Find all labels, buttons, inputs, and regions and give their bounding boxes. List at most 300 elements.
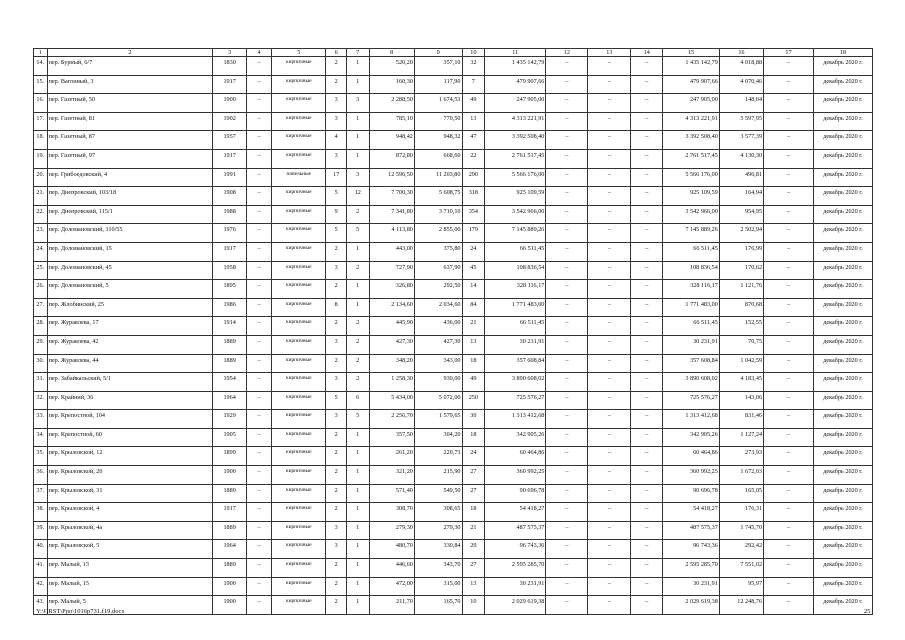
table-cell: 2 — [326, 466, 346, 485]
table-cell: – — [631, 596, 663, 615]
column-header: 5 — [272, 49, 326, 57]
table-cell: 328 116,17 — [485, 280, 546, 299]
table-cell: – — [764, 428, 814, 447]
table-cell: декабрь 2020 г. — [813, 596, 872, 615]
housing-table — [33, 48, 873, 615]
table-cell: 1 — [346, 112, 369, 131]
table-cell: – — [764, 577, 814, 596]
table-cell: – — [546, 187, 588, 206]
table-cell: 148,04 — [719, 94, 763, 113]
table-cell: 2 — [346, 335, 369, 354]
table-cell: 315,00 — [414, 577, 462, 596]
table-cell: пер. Малый, 5 — [47, 596, 213, 615]
table-cell: 20. — [34, 168, 48, 187]
table-cell: 176,99 — [719, 242, 763, 261]
table-cell: декабрь 2020 г. — [813, 410, 872, 429]
table-cell: 1 — [346, 447, 369, 466]
table-cell: 32. — [34, 391, 48, 410]
table-cell: – — [247, 131, 272, 150]
table-cell: 360 992,25 — [663, 466, 720, 485]
table-cell: 1 579,65 — [414, 410, 462, 429]
table-cell: 18 — [462, 503, 485, 522]
table-row — [34, 187, 873, 206]
table-cell: кирпичные — [272, 75, 326, 94]
table-cell: пер. Доломановский, 110/55 — [47, 224, 213, 243]
table-cell: – — [588, 373, 631, 392]
table-cell: 3 — [326, 149, 346, 168]
column-header: 16 — [719, 49, 763, 57]
table-cell: 1908 — [213, 187, 247, 206]
table-cell: пер. Газетный, 50 — [47, 94, 213, 113]
table-cell: – — [764, 335, 814, 354]
table-cell: 33. — [34, 410, 48, 429]
table-cell: 2 855,00 — [414, 224, 462, 243]
table-cell: 247 905,00 — [663, 94, 720, 113]
table-cell: – — [764, 354, 814, 373]
table-cell: – — [546, 317, 588, 336]
table-cell: 54 418,27 — [663, 503, 720, 522]
table-cell: 3 — [346, 168, 369, 187]
table-cell: 215,90 — [414, 466, 462, 485]
table-cell: 1 121,76 — [719, 280, 763, 299]
table-cell: – — [631, 187, 663, 206]
table-cell: – — [764, 205, 814, 224]
table-cell: 5 597,95 — [719, 112, 763, 131]
table-cell: 479 907,66 — [663, 75, 720, 94]
table-cell: пер. Крайний, 36 — [47, 391, 213, 410]
table-cell: 24. — [34, 242, 48, 261]
table-cell: декабрь 2020 г. — [813, 503, 872, 522]
table-cell: – — [631, 205, 663, 224]
table-cell: 3 — [326, 335, 346, 354]
table-cell: – — [247, 242, 272, 261]
table-cell: 30 — [462, 410, 485, 429]
table-cell: 117,90 — [414, 75, 462, 94]
table-cell: 5 566 176,00 — [663, 168, 720, 187]
table-cell: 1976 — [213, 224, 247, 243]
column-header: 13 — [588, 49, 631, 57]
table-cell: – — [546, 466, 588, 485]
table-cell: 1964 — [213, 391, 247, 410]
table-cell: – — [247, 205, 272, 224]
table-cell: – — [631, 94, 663, 113]
table-cell: 60 464,86 — [663, 447, 720, 466]
table-cell: 1917 — [213, 75, 247, 94]
table-cell: – — [546, 521, 588, 540]
table-cell: 4 183,45 — [719, 373, 763, 392]
table-cell: кирпичные — [272, 410, 326, 429]
table-cell: – — [588, 112, 631, 131]
table-cell: 247 905,00 — [485, 94, 546, 113]
column-number-row — [34, 49, 873, 57]
table-cell: 3 542 966,00 — [485, 205, 546, 224]
table-cell: кирпичные — [272, 596, 326, 615]
table-cell: 5 — [326, 391, 346, 410]
table-cell: 5 — [346, 410, 369, 429]
table-cell: – — [631, 168, 663, 187]
table-cell: 1917 — [213, 503, 247, 522]
table-cell: – — [588, 224, 631, 243]
table-cell: 2 — [346, 205, 369, 224]
table-row — [34, 298, 873, 317]
table-row — [34, 335, 873, 354]
table-cell: – — [247, 410, 272, 429]
table-cell: – — [588, 317, 631, 336]
table-cell: 446,60 — [369, 559, 414, 578]
table-cell: кирпичные — [272, 484, 326, 503]
table-cell: – — [588, 280, 631, 299]
table-cell: – — [588, 596, 631, 615]
table-cell: декабрь 2020 г. — [813, 335, 872, 354]
table-cell: – — [631, 373, 663, 392]
table-cell: 2 — [326, 447, 346, 466]
table-cell: 3 710,10 — [414, 205, 462, 224]
table-cell: – — [588, 335, 631, 354]
table-cell: 12 248,76 — [719, 596, 763, 615]
table-cell: декабрь 2020 г. — [813, 354, 872, 373]
table-cell: – — [247, 596, 272, 615]
table-row — [34, 559, 873, 578]
table-cell: кирпичные — [272, 298, 326, 317]
table-cell: пер. Газетный, 81 — [47, 112, 213, 131]
table-cell: 273,93 — [719, 447, 763, 466]
table-cell: 1 771 483,00 — [663, 298, 720, 317]
table-cell: пер. Газетный, 97 — [47, 149, 213, 168]
column-header: 18 — [813, 49, 872, 57]
table-cell: 304,20 — [414, 428, 462, 447]
table-cell: – — [546, 540, 588, 559]
table-cell: кирпичные — [272, 335, 326, 354]
table-cell: 27. — [34, 298, 48, 317]
table-cell: 308,70 — [369, 503, 414, 522]
table-cell: 1 — [346, 131, 369, 150]
table-cell: 487 575,37 — [485, 521, 546, 540]
column-header: 12 — [546, 49, 588, 57]
column-header: 4 — [247, 49, 272, 57]
table-cell: – — [764, 410, 814, 429]
table-cell: 108 836,54 — [663, 261, 720, 280]
table-cell: 42. — [34, 577, 48, 596]
table-cell: 1889 — [213, 335, 247, 354]
table-cell: – — [764, 75, 814, 94]
table-cell: 26. — [34, 280, 48, 299]
table-cell: декабрь 2020 г. — [813, 112, 872, 131]
table-cell: 727,90 — [369, 261, 414, 280]
column-header: 15 — [663, 49, 720, 57]
table-cell: – — [588, 205, 631, 224]
table-cell: – — [546, 131, 588, 150]
table-cell: 179 — [462, 224, 485, 243]
table-cell: – — [631, 428, 663, 447]
table-cell: 443,00 — [369, 242, 414, 261]
table-cell: – — [247, 94, 272, 113]
table-cell: декабрь 2020 г. — [813, 521, 872, 540]
table-cell: 28. — [34, 317, 48, 336]
table-cell: – — [247, 447, 272, 466]
table-cell: 2 — [326, 484, 346, 503]
table-cell: 2 034,60 — [414, 298, 462, 317]
table-cell: – — [546, 428, 588, 447]
table-cell: – — [631, 57, 663, 76]
table-cell: 49 — [462, 373, 485, 392]
table-cell: 1 127,24 — [719, 428, 763, 447]
table-cell: 3 — [326, 261, 346, 280]
table-cell: пер. Днепровский, 115/1 — [47, 205, 213, 224]
table-cell: – — [588, 447, 631, 466]
table-cell: 1 771 483,00 — [485, 298, 546, 317]
table-cell: 108 836,54 — [485, 261, 546, 280]
table-cell: – — [631, 131, 663, 150]
table-cell: 1 — [346, 149, 369, 168]
table-cell: 2 256,70 — [369, 410, 414, 429]
table-cell: 22 — [462, 149, 485, 168]
table-cell: – — [764, 503, 814, 522]
table-cell: декабрь 2020 г. — [813, 373, 872, 392]
table-cell: – — [764, 391, 814, 410]
table-cell: 32 — [462, 57, 485, 76]
table-cell: 1957 — [213, 131, 247, 150]
table-cell: декабрь 2020 г. — [813, 391, 872, 410]
table-cell: 23. — [34, 224, 48, 243]
table-cell: пер. Крыловской, 31 — [47, 484, 213, 503]
table-row — [34, 280, 873, 299]
table-cell: 2 — [346, 317, 369, 336]
table-cell: кирпичные — [272, 149, 326, 168]
table-cell: – — [247, 317, 272, 336]
table-cell: – — [588, 410, 631, 429]
table-cell: – — [631, 261, 663, 280]
table-cell: пер. Днепровский, 103/18 — [47, 187, 213, 206]
table-cell: 1 — [346, 484, 369, 503]
table-cell: 47 — [462, 131, 485, 150]
table-cell: – — [247, 521, 272, 540]
table-row — [34, 428, 873, 447]
table-cell: 3 890 608,02 — [663, 373, 720, 392]
table-cell: – — [546, 57, 588, 76]
table-cell: 5 — [326, 224, 346, 243]
table-cell: 1 — [346, 298, 369, 317]
table-cell: кирпичные — [272, 131, 326, 150]
table-cell: 90 696,78 — [663, 484, 720, 503]
table-cell: декабрь 2020 г. — [813, 540, 872, 559]
table-cell: 357,10 — [414, 57, 462, 76]
table-cell: – — [588, 428, 631, 447]
table-row — [34, 484, 873, 503]
table-cell: 5 — [326, 187, 346, 206]
table-cell: – — [247, 298, 272, 317]
table-cell: 54 418,27 — [485, 503, 546, 522]
table-cell: 427,30 — [414, 335, 462, 354]
table-cell: 21 — [462, 317, 485, 336]
table-cell: – — [588, 261, 631, 280]
table-cell: – — [764, 298, 814, 317]
table-cell: 35. — [34, 447, 48, 466]
table-cell: 7 — [462, 75, 485, 94]
column-header: 14 — [631, 49, 663, 57]
table-cell: 1902 — [213, 112, 247, 131]
table-cell: 4 113,80 — [369, 224, 414, 243]
table-cell: – — [247, 373, 272, 392]
table-cell: 3 392 508,40 — [663, 131, 720, 150]
table-cell: 343,70 — [414, 559, 462, 578]
column-header: 9 — [414, 49, 462, 57]
table-cell: – — [247, 428, 272, 447]
table-cell: – — [247, 112, 272, 131]
table-cell: 4 313 221,91 — [663, 112, 720, 131]
table-cell: – — [631, 149, 663, 168]
table-row — [34, 354, 873, 373]
table-cell: 40. — [34, 540, 48, 559]
table-cell: 1 — [346, 57, 369, 76]
table-cell: – — [764, 596, 814, 615]
table-cell: – — [247, 261, 272, 280]
table-cell: 1986 — [213, 298, 247, 317]
table-cell: 328 116,17 — [663, 280, 720, 299]
table-cell: – — [247, 280, 272, 299]
table-body — [34, 57, 873, 615]
table-cell: – — [588, 298, 631, 317]
table-cell: пер. Доломановский, 5 — [47, 280, 213, 299]
table-cell: – — [764, 261, 814, 280]
table-cell: 2 — [346, 354, 369, 373]
table-cell: 211,70 — [369, 596, 414, 615]
table-cell: декабрь 2020 г. — [813, 466, 872, 485]
table-cell: 43. — [34, 596, 48, 615]
table-cell: – — [631, 112, 663, 131]
table-cell: 1 258,30 — [369, 373, 414, 392]
table-cell: 925 109,59 — [485, 187, 546, 206]
column-header: 1 — [34, 49, 48, 57]
table-cell: 95,97 — [719, 577, 763, 596]
table-cell: 5 072,00 — [414, 391, 462, 410]
table-cell: 2 502,94 — [719, 224, 763, 243]
table-cell: 13 — [462, 577, 485, 596]
table-cell: 3 — [326, 540, 346, 559]
table-cell: 472,00 — [369, 577, 414, 596]
table-cell: 1 042,59 — [719, 354, 763, 373]
table-cell: 1889 — [213, 484, 247, 503]
table-cell: кирпичные — [272, 521, 326, 540]
table-cell: 1929 — [213, 410, 247, 429]
page-number: 25 — [864, 608, 871, 615]
table-cell: 948,42 — [369, 131, 414, 150]
column-header: 10 — [462, 49, 485, 57]
table-cell: 1889 — [213, 354, 247, 373]
table-cell: 479 907,66 — [485, 75, 546, 94]
column-header: 8 — [369, 49, 414, 57]
table-row — [34, 131, 873, 150]
table-cell: – — [631, 577, 663, 596]
table-cell: кирпичные — [272, 112, 326, 131]
table-cell: 342 905,26 — [663, 428, 720, 447]
table-cell: 1 — [346, 540, 369, 559]
table-cell: 34. — [34, 428, 48, 447]
table-cell: 70,75 — [719, 335, 763, 354]
table-cell: – — [247, 466, 272, 485]
table-cell: – — [631, 335, 663, 354]
table-cell: 6 — [346, 391, 369, 410]
table-cell: – — [631, 224, 663, 243]
table-cell: – — [764, 224, 814, 243]
table-cell: кирпичные — [272, 224, 326, 243]
table-cell: – — [546, 447, 588, 466]
table-cell: декабрь 2020 г. — [813, 149, 872, 168]
table-cell: 164,94 — [719, 187, 763, 206]
table-cell: кирпичные — [272, 242, 326, 261]
table-cell: 1 435 142,79 — [485, 57, 546, 76]
table-cell: – — [588, 391, 631, 410]
table-cell: панельные — [272, 168, 326, 187]
table-cell: пер. Жлобинский, 25 — [47, 298, 213, 317]
table-cell: 29. — [34, 335, 48, 354]
table-cell: 348,20 — [369, 354, 414, 373]
table-cell: 16. — [34, 94, 48, 113]
table-cell: 831,46 — [719, 410, 763, 429]
table-cell: 1 313 412,68 — [663, 410, 720, 429]
table-cell: 261,20 — [369, 447, 414, 466]
table-cell: 1889 — [213, 559, 247, 578]
table-cell: 360 992,25 — [485, 466, 546, 485]
table-cell: – — [588, 503, 631, 522]
table-cell: 17 — [326, 168, 346, 187]
table-cell: 496,81 — [719, 168, 763, 187]
table-row — [34, 261, 873, 280]
table-cell: 1954 — [213, 373, 247, 392]
table-cell: 3 542 966,00 — [663, 205, 720, 224]
table-cell: – — [764, 168, 814, 187]
table-cell: 2 — [326, 354, 346, 373]
table-cell: 872,80 — [369, 149, 414, 168]
table-cell: 37. — [34, 484, 48, 503]
table-cell: 2 — [326, 428, 346, 447]
table-cell: 1900 — [213, 94, 247, 113]
table-cell: – — [546, 391, 588, 410]
table-cell: 66 511,45 — [485, 242, 546, 261]
table-cell: 637,90 — [414, 261, 462, 280]
table-cell: 3 — [326, 410, 346, 429]
table-cell: 18. — [34, 131, 48, 150]
table-cell: 24 — [462, 447, 485, 466]
table-cell: 1 — [346, 559, 369, 578]
table-cell: – — [546, 224, 588, 243]
table-cell: 279,30 — [414, 521, 462, 540]
table-cell: 96 743,36 — [485, 540, 546, 559]
table-cell: – — [588, 466, 631, 485]
table-cell: 3 — [326, 373, 346, 392]
table-cell: 5 566 176,00 — [485, 168, 546, 187]
table-cell: кирпичные — [272, 577, 326, 596]
table-cell: 45 — [462, 261, 485, 280]
table-cell: – — [764, 187, 814, 206]
table-cell: 220,73 — [414, 447, 462, 466]
table-cell: 330,84 — [414, 540, 462, 559]
table-cell: 321,20 — [369, 466, 414, 485]
table-cell: – — [546, 75, 588, 94]
table-row — [34, 149, 873, 168]
table-row — [34, 596, 873, 615]
table-cell: 4 018,88 — [719, 57, 763, 76]
table-cell: 279,30 — [369, 521, 414, 540]
table-cell: 3 — [326, 521, 346, 540]
table-cell: 15. — [34, 75, 48, 94]
table-cell: – — [764, 317, 814, 336]
document-path: Y:\ORST\Ppo\1016p731.f19.docx — [36, 608, 125, 615]
table-cell: 30 231,91 — [485, 577, 546, 596]
table-cell: 785,10 — [369, 112, 414, 131]
table-cell: – — [247, 335, 272, 354]
table-cell: – — [247, 168, 272, 187]
table-cell: 1958 — [213, 261, 247, 280]
